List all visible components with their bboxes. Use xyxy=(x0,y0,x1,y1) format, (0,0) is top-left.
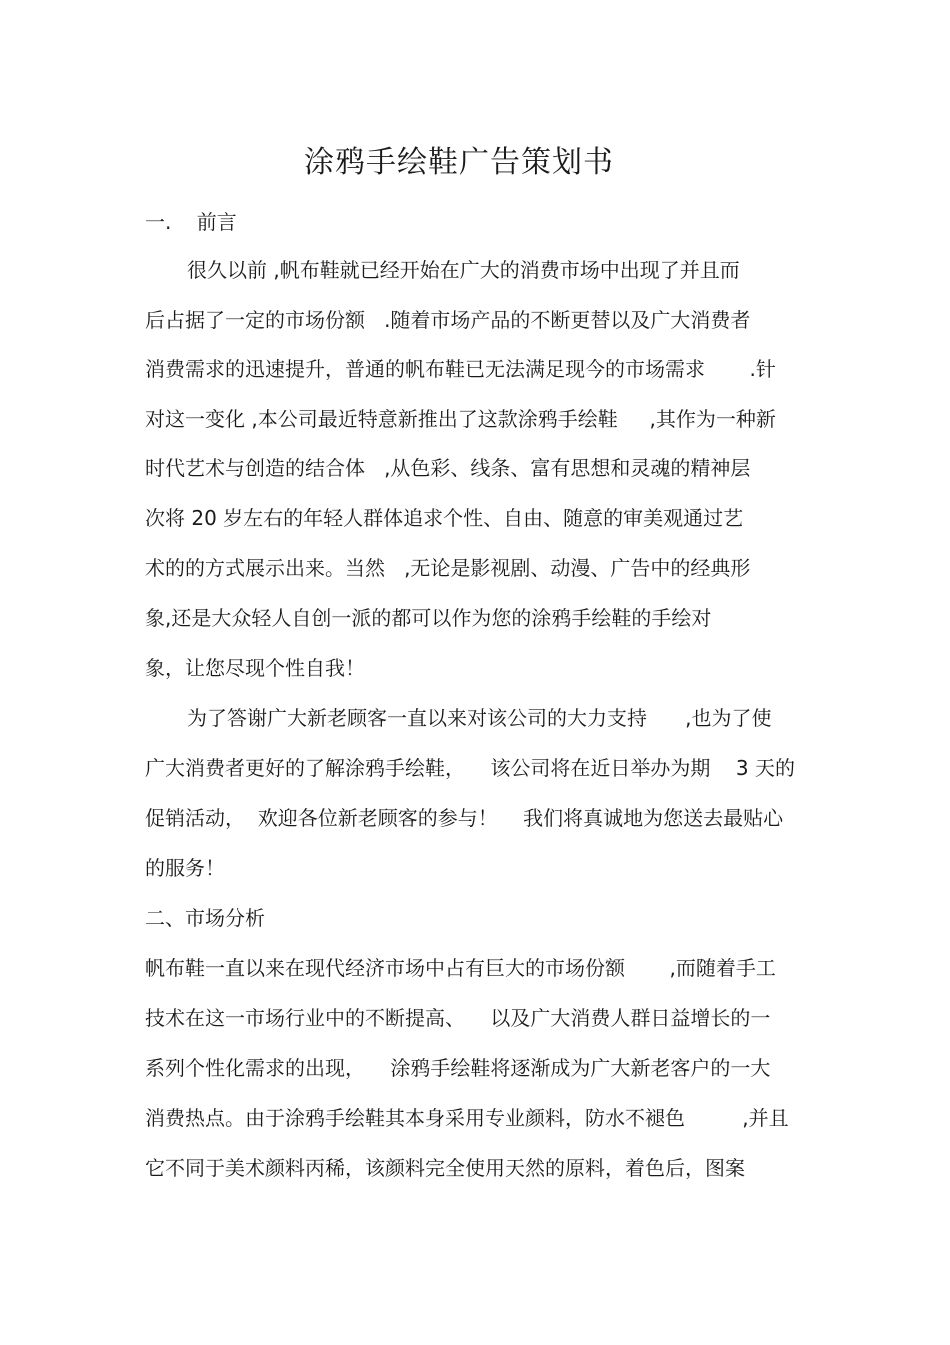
document-title: 涂鸦手绘鞋广告策划书 xyxy=(304,145,614,180)
paragraph-line: 它不同于美术颜料丙稀，该颜料完全使用天然的原料，着色后，图案 xyxy=(145,1156,745,1180)
paragraph-line: 很久以前 ,帆布鞋就已经开始在广大的消费市场中出现了并且而 xyxy=(187,258,740,282)
paragraph-line: 次将 20 岁左右的年轻人群体追求个性、自由、随意的审美观通过艺 xyxy=(145,506,744,530)
paragraph-line: 的服务！ xyxy=(145,856,225,880)
paragraph-line: 时代艺术与创造的结合体 ,从色彩、线条、富有思想和灵魂的精神层 xyxy=(145,456,751,480)
paragraph-line: 消费热点。由于涂鸦手绘鞋其本身采用专业颜料，防水不褪色 ,并且 xyxy=(145,1106,789,1130)
section-heading-market-analysis: 二、市场分析 xyxy=(145,906,265,930)
paragraph-line: 象，让您尽现个性自我！ xyxy=(145,656,365,680)
paragraph-line: 广大消费者更好的了解涂鸦手绘鞋， 该公司将在近日举办为期 3 天的 xyxy=(145,756,795,780)
paragraph-line: 后占据了一定的市场份额 .随着市场产品的不断更替以及广大消费者 xyxy=(145,308,751,332)
section-heading-preface: 一. 前言 xyxy=(145,210,237,234)
paragraph-line: 象,还是大众轻人自创一派的都可以作为您的涂鸦手绘鞋的手绘对 xyxy=(145,606,712,630)
paragraph-line: 技术在这一市场行业中的不断提高、 以及广大消费人群日益增长的一 xyxy=(145,1006,771,1030)
paragraph-line: 对这一变化 ,本公司最近特意新推出了这款涂鸦手绘鞋 ,其作为一种新 xyxy=(145,407,776,431)
paragraph-line: 为了答谢广大新老顾客一直以来对该公司的大力支持 ,也为了使 xyxy=(187,706,772,730)
paragraph-line: 促销活动， 欢迎各位新老顾客的参与！ 我们将真诚地为您送去最贴心 xyxy=(145,806,784,830)
paragraph-line: 帆布鞋一直以来在现代经济市场中占有巨大的市场份额 ,而随着手工 xyxy=(145,956,776,980)
paragraph-line: 系列个性化需求的出现， 涂鸦手绘鞋将逐渐成为广大新老客户的一大 xyxy=(145,1056,771,1080)
paragraph-line: 消费需求的迅速提升，普通的帆布鞋已无法满足现今的市场需求 .针 xyxy=(145,357,776,381)
paragraph-line: 术的的方式展示出来。当然 ,无论是影视剧、动漫、广告中的经典形 xyxy=(145,556,751,580)
